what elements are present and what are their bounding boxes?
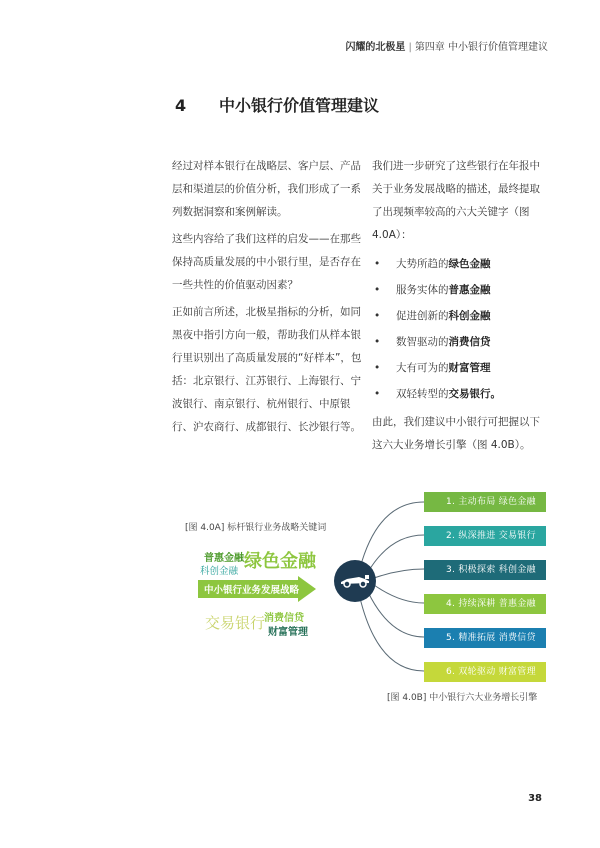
connector-line [368,592,424,637]
engine-item: 4. 持续深耕 普惠金融 [424,594,546,614]
bullet: • [374,310,381,322]
header-chapter: 第四章 中小银行价值管理建议 [414,42,548,53]
list-item-prefix: 促进创新的 [396,310,449,322]
list-item-prefix: 双轻转型的 [396,388,449,400]
connector-line [360,502,424,568]
engine-item: 6. 双轮驱动 财富管理 [424,662,546,682]
header-separator: | [408,42,412,53]
list-item-keyword: 科创金融 [448,310,491,322]
engine-item: 5. 精准拓展 消费信贷 [424,628,546,648]
list-item-keyword: 消费信贷 [448,336,491,348]
keyword-lvse: 绿色金融 [244,551,316,572]
list-item-prefix: 数智驱动的 [396,336,449,348]
keyword-kechuang: 科创金融 [200,566,239,577]
paragraph: 正如前言所述，北极星指标的分析，如同黑夜中指引方向一般，帮助我们从样本银行里识别出了高质量发展的“好样本”，包括：北京银行、江苏银行、上海银行、宁波银行、南京银行、杭州银行、中原银行、沪农商行、成都银行、长沙银行等。 [172,306,362,433]
engine-hub [334,560,376,602]
bullet: • [374,388,381,400]
list-item-keyword: 财富管理 [448,362,491,374]
engine-item: 1. 主动布局 绿色金融 [424,492,546,512]
arrow-label: 中小银行业务发展战略 [204,585,300,596]
list-item-prefix: 大有可为的 [396,362,449,374]
page-number: 38 [528,793,542,804]
list-item-keyword: 交易银行。 [448,388,501,400]
book-title: 闪耀的北极星 [345,42,406,53]
bullet: • [374,362,381,374]
keyword-puhui: 普惠金融 [204,553,244,564]
bullet: • [374,336,381,348]
race-car-icon [339,572,371,590]
list-item-prefix: 大势所趋的 [396,258,449,270]
list-item-keyword: 绿色金融 [448,258,491,270]
engine-item: 3. 积极探索 科创金融 [424,560,546,580]
keyword-xiaofei: 消费信贷 [264,613,304,624]
figure-a-caption: [图 4.0A] 标杆银行业务战略关键词 [185,523,327,533]
connector-line [374,569,424,578]
connector-line [360,598,424,671]
chapter-number: 4 [175,96,187,115]
paragraph: 我们进一步研究了这些银行在年报中关于业务发展战略的描述，最终提取了出现频率较高的六大关键字（图4.0A）： [372,160,540,241]
keyword-jiaoyi: 交易银行 [205,614,266,632]
paragraph: 经过对样本银行在战略层、客户层、产品层和渠道层的价值分析，我们形成了一系列数据洞察和案例解读。 [172,160,361,218]
paragraph: 这些内容给了我们这样的启发——在那些保持高质量发展的中小银行里，是否存在一些共性的价值驱动因素？ [172,233,361,291]
list-item-prefix: 服务实体的 [396,284,449,296]
paragraph: 由此，我们建议中小银行可把握以下这六大业务增长引擎（图 4.0B）。 [372,416,540,451]
engine-item: 2. 纵深推进 交易银行 [424,526,546,546]
bullet: • [374,284,381,296]
bullet: • [374,258,381,270]
figure-b-caption: [图 4.0B] 中小银行六大业务增长引擎 [387,693,538,703]
connector-line [368,535,424,572]
chapter-title-text: 中小银行价值管理建议 [219,96,380,115]
keyword-caifu: 财富管理 [268,627,308,638]
list-item-keyword: 普惠金融 [448,284,491,296]
connector-line [374,585,424,603]
